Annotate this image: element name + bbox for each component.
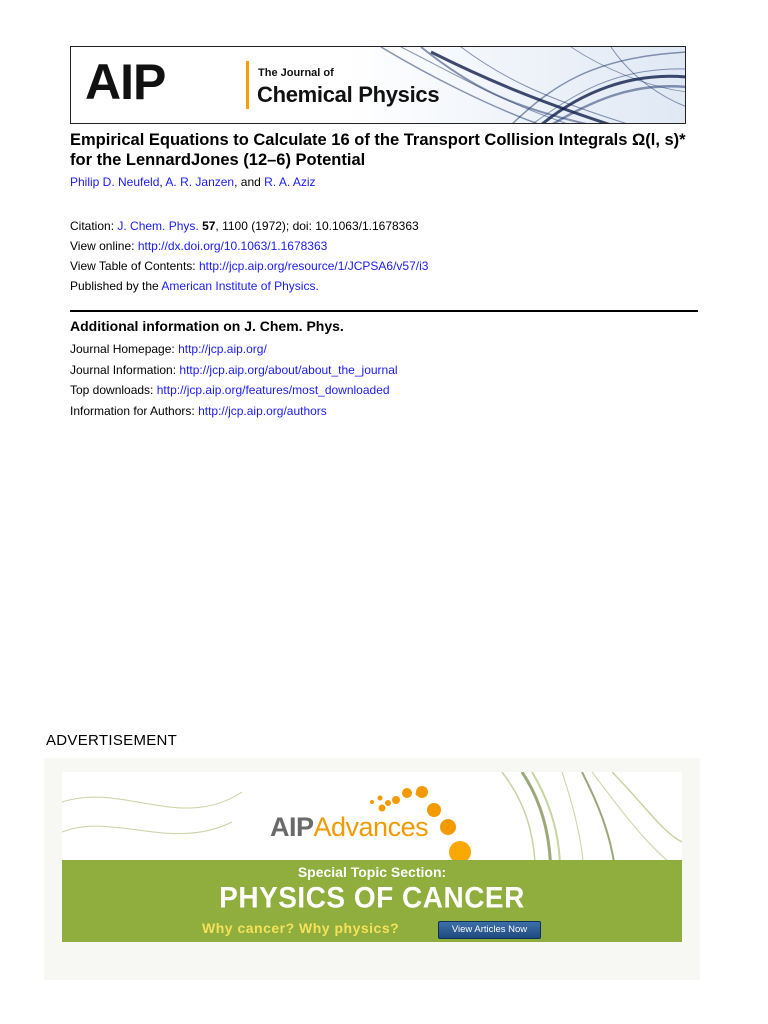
author-separator: , and xyxy=(234,175,265,189)
citation-details: , 1100 (1972); doi: 10.1063/1.1678363 xyxy=(215,219,419,233)
journal-homepage-link[interactable]: http://jcp.aip.org/ xyxy=(178,342,267,356)
aip-logo: AIP xyxy=(85,54,166,110)
volume: 57 xyxy=(202,219,216,233)
journal-information-link[interactable]: http://jcp.aip.org/about/about_the_journal xyxy=(179,362,398,377)
journal-link[interactable]: J. Chem. Phys. xyxy=(117,219,199,233)
advertisement-banner[interactable] xyxy=(62,772,682,942)
aip-advances-logo xyxy=(270,812,428,843)
author-link[interactable]: Philip D. Neufeld xyxy=(70,175,160,189)
info-row xyxy=(70,380,398,401)
info-label: Journal Information: xyxy=(70,362,180,377)
toc-label: View Table of Contents: xyxy=(70,259,199,273)
additional-info-list xyxy=(70,339,398,421)
doi-link[interactable]: http://dx.doi.org/10.1063/1.1678363 xyxy=(137,239,328,253)
top-downloads-link[interactable]: http://jcp.aip.org/features/most_downloaded xyxy=(156,383,390,397)
journal-subtitle: The Journal of xyxy=(258,67,334,79)
ad-special-topic: Special Topic Section: xyxy=(297,864,447,880)
citation-label: Citation: xyxy=(70,219,118,233)
ad-tagline: Why cancer? Why physics? xyxy=(202,920,400,936)
view-online-label: View online: xyxy=(70,239,138,253)
info-row xyxy=(70,360,398,381)
publisher-link[interactable]: American Institute of Physics. xyxy=(161,279,319,293)
ad-headline: PHYSICS OF CANCER xyxy=(219,881,525,914)
citation-row xyxy=(70,216,428,236)
author-link[interactable]: R. A. Aziz xyxy=(264,175,316,189)
view-online-row xyxy=(70,236,428,256)
journal-banner[interactable] xyxy=(70,46,686,124)
toc-row xyxy=(70,256,428,276)
publisher-label: Published by the xyxy=(70,279,162,293)
authors-info-link[interactable]: http://jcp.aip.org/authors xyxy=(198,403,327,418)
publisher-row xyxy=(70,276,428,296)
additional-info-heading: Additional information on J. Chem. Phys. xyxy=(70,318,344,334)
ad-brand-aip: AIP xyxy=(270,812,314,842)
info-label: Journal Homepage: xyxy=(70,342,179,356)
article-title: Empirical Equations to Calculate 16 of the Transport Collision Integrals Ω(l, s)* for the LennardJones (12–6) Potential xyxy=(70,131,686,169)
info-label: Top downloads: xyxy=(70,383,157,397)
info-row xyxy=(70,401,398,422)
toc-link[interactable]: http://jcp.aip.org/resource/1/JCPSA6/v57/i3 xyxy=(198,259,429,273)
author-separator: , xyxy=(159,175,166,189)
ad-brand-advances: Advances xyxy=(313,812,429,842)
advertisement-label: ADVERTISEMENT xyxy=(46,732,178,749)
journal-name: Chemical Physics xyxy=(257,82,440,107)
section-divider xyxy=(70,310,698,312)
author-link[interactable]: A. R. Janzen xyxy=(165,175,235,189)
view-articles-button[interactable]: View Articles Now xyxy=(438,921,541,939)
logo-divider xyxy=(246,61,249,109)
citation-block xyxy=(70,216,428,296)
info-row xyxy=(70,339,398,360)
author-list xyxy=(70,175,316,189)
info-label: Information for Authors: xyxy=(70,403,199,418)
